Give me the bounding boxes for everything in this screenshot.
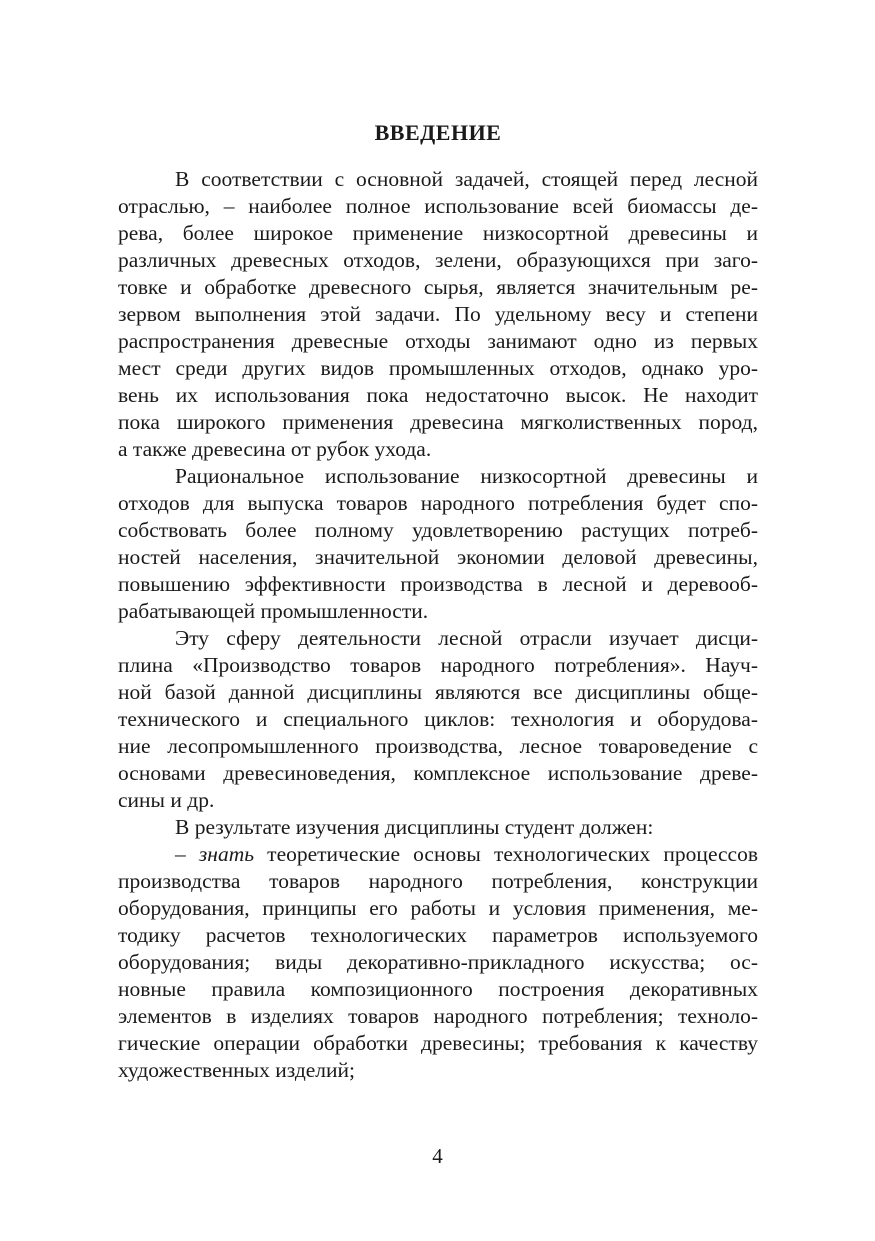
text-line: отходов для выпуска товаров народного потребления будет спо- <box>118 491 758 515</box>
text-line: мест среди других видов промышленных отходов, однако уро- <box>118 356 758 380</box>
text-line: производства товаров народного потребления, конструкции <box>118 869 758 893</box>
text-line: ние лесопромышленного производства, лесное товароведение с <box>118 734 758 758</box>
text-line: тодику расчетов технологических параметров используемого <box>118 923 758 947</box>
text-line: сины и др. <box>118 788 215 812</box>
text-line: плина «Производство товаров народного потребления». Науч- <box>118 653 758 677</box>
text-segment: теоретические основы технологических процессов <box>254 842 759 866</box>
page-title: ВВЕДЕНИЕ <box>374 120 502 145</box>
text-line: ностей населения, значительной экономии деловой древесины, <box>118 545 758 569</box>
text-line: пока широкого применения древесина мягколиственных пород, <box>118 410 758 434</box>
text-line: Рациональное использование низкосортной древесины и <box>175 464 758 488</box>
text-line: ной базой данной дисциплины являются все дисциплины обще- <box>118 680 758 704</box>
text-line: художественных изделий; <box>118 1058 356 1082</box>
text-line: рабатывающей промышленности. <box>118 599 429 623</box>
text-line: товке и обработке древесного сырья, является значительным ре- <box>118 275 758 299</box>
text-line: рева, более широкое применение низкосортной древесины и <box>118 221 758 245</box>
text-line: Эту сферу деятельности лесной отрасли изучает дисци- <box>175 626 758 650</box>
text-line: оборудования; виды декоративно-прикладного искусства; ос- <box>118 950 758 974</box>
text-line: собствовать более полному удовлетворению растущих потреб- <box>118 518 758 542</box>
page-number: 4 <box>432 1144 443 1168</box>
text-line: различных древесных отходов, зелени, образующихся при заго- <box>118 248 758 272</box>
text-line: отраслью, – наиболее полное использование всей биомассы де- <box>118 194 758 218</box>
text-line: а также древесина от рубок ухода. <box>118 437 432 461</box>
text-line: основами древесиноведения, комплексное использование древе- <box>118 761 758 785</box>
text-line: гические операции обработки древесины; требования к качеству <box>118 1031 758 1055</box>
text-line: распространения древесные отходы занимают одно из первых <box>118 329 758 353</box>
text-line: В соответствии с основной задачей, стоящей перед лесной <box>175 167 758 191</box>
text-line: повышению эффективности производства в лесной и деревооб- <box>118 572 758 596</box>
text-line: В результате изучения дисциплины студент должен: <box>175 815 654 839</box>
text-segment: – <box>175 842 199 866</box>
text-line: вень их использования пока недостаточно высок. Не находит <box>118 383 758 407</box>
text-line <box>118 841 758 868</box>
text-line: новные правила композиционного построения декоративных <box>118 977 758 1001</box>
text-line: технического и специального циклов: технология и оборудова- <box>118 707 758 731</box>
text-line: оборудования, принципы его работы и условия применения, ме- <box>118 896 758 920</box>
body-text <box>118 166 758 1084</box>
italic-term: знать <box>198 842 255 866</box>
text-line: элементов в изделиях товаров народного потребления; техноло- <box>118 1004 758 1028</box>
text-line: зервом выполнения этой задачи. По удельному весу и степени <box>118 302 758 326</box>
page-content <box>118 118 758 1084</box>
